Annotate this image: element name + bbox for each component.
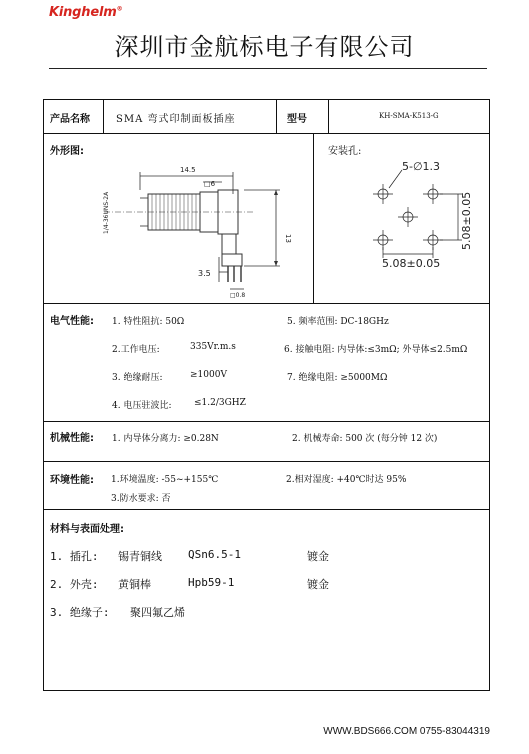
product-header-row	[44, 100, 489, 134]
elec-vswr: 4. 电压驻波比:	[112, 401, 172, 411]
mat-part: 3. 绝缘子:	[50, 606, 110, 619]
mechanical-label: 机械性能:	[50, 433, 94, 444]
mat-material: 聚四氟乙烯	[130, 606, 185, 619]
elec-insulation: 7. 绝缘电阻: ≥5000MΩ	[287, 373, 388, 383]
env-waterproof: 3.防水要求: 否	[111, 494, 171, 504]
mat-part: 2. 外壳:	[50, 578, 99, 591]
horizontal-spacing: 5.08±0.05	[382, 257, 441, 270]
footer-contact: WWW.BDS666.COM 0755-83044319	[323, 726, 490, 737]
electrical-label: 电气性能:	[50, 316, 94, 327]
company-title: 深圳市金航标电子有限公司	[114, 33, 415, 61]
dim-pin: □0.8	[230, 292, 246, 299]
vertical-spacing: 5.08±0.05	[460, 191, 473, 250]
mech-life: 2. 机械寿命: 500 次 (每分钟 12 次)	[292, 434, 438, 444]
spec-sheet	[43, 99, 490, 691]
dim-offset: 3.5	[198, 269, 211, 278]
materials-label: 材料与表面处理:	[50, 524, 124, 535]
elec-withstand: 3. 绝缘耐压:	[112, 373, 163, 383]
mat-finish: 镀金	[307, 550, 329, 563]
materials-section	[44, 510, 489, 690]
dim-d6: □6	[204, 180, 216, 188]
mount-label: 安装孔:	[328, 146, 362, 157]
model-label: 型号	[287, 114, 307, 125]
environment-label: 环境性能:	[50, 475, 94, 486]
title-divider	[49, 68, 487, 69]
product-name-label: 产品名称	[50, 114, 90, 125]
mat-part: 1. 插孔:	[50, 550, 99, 563]
dim-thread: 1/4-36UNS-2A	[103, 191, 110, 234]
dim-width: 14.5	[180, 166, 196, 174]
product-name-value: SMA 弯式印制面板插座	[116, 114, 236, 125]
outline-label: 外形图:	[50, 146, 84, 157]
hole-count: 5-∅1.3	[402, 160, 441, 173]
elec-impedance: 1. 特性阻抗: 50Ω	[112, 317, 185, 327]
mat-finish: 镀金	[307, 578, 329, 591]
elec-withstand-value: ≥1000V	[190, 370, 227, 380]
drawing-row	[44, 134, 489, 304]
mech-force: 1. 内导体分离力: ≥0.28N	[112, 434, 219, 444]
elec-contact-resistance: 6. 接触电阻: 内导体:≤3mΩ; 外导体≤2.5mΩ	[284, 345, 468, 355]
env-temperature: 1.环境温度: -55~+155℃	[111, 475, 219, 485]
mat-grade: Hpb59-1	[188, 576, 235, 589]
mat-material: 黄铜棒	[118, 578, 151, 591]
brand-logo: Kinghelm®	[49, 5, 123, 20]
mat-material: 锡青铜线	[118, 550, 162, 563]
elec-voltage-value: 335Vr.m.s	[190, 342, 236, 352]
model-value: KH-SMA-K513-G	[379, 112, 439, 120]
env-humidity: 2.相对湿度: +40℃时达 95%	[286, 475, 407, 485]
mat-grade: QSn6.5-1	[188, 548, 241, 561]
elec-frequency: 5. 频率范围: DC-18GHz	[287, 317, 389, 327]
elec-voltage: 2.工作电压:	[112, 345, 160, 355]
mechanical-row	[44, 422, 489, 462]
outline-drawing	[84, 154, 304, 299]
environment-row	[44, 462, 489, 510]
elec-vswr-value: ≤1.2/3GHZ	[194, 398, 246, 408]
mount-hole-diagram	[354, 154, 489, 284]
dim-height: 13	[284, 234, 292, 243]
electrical-row	[44, 304, 489, 422]
